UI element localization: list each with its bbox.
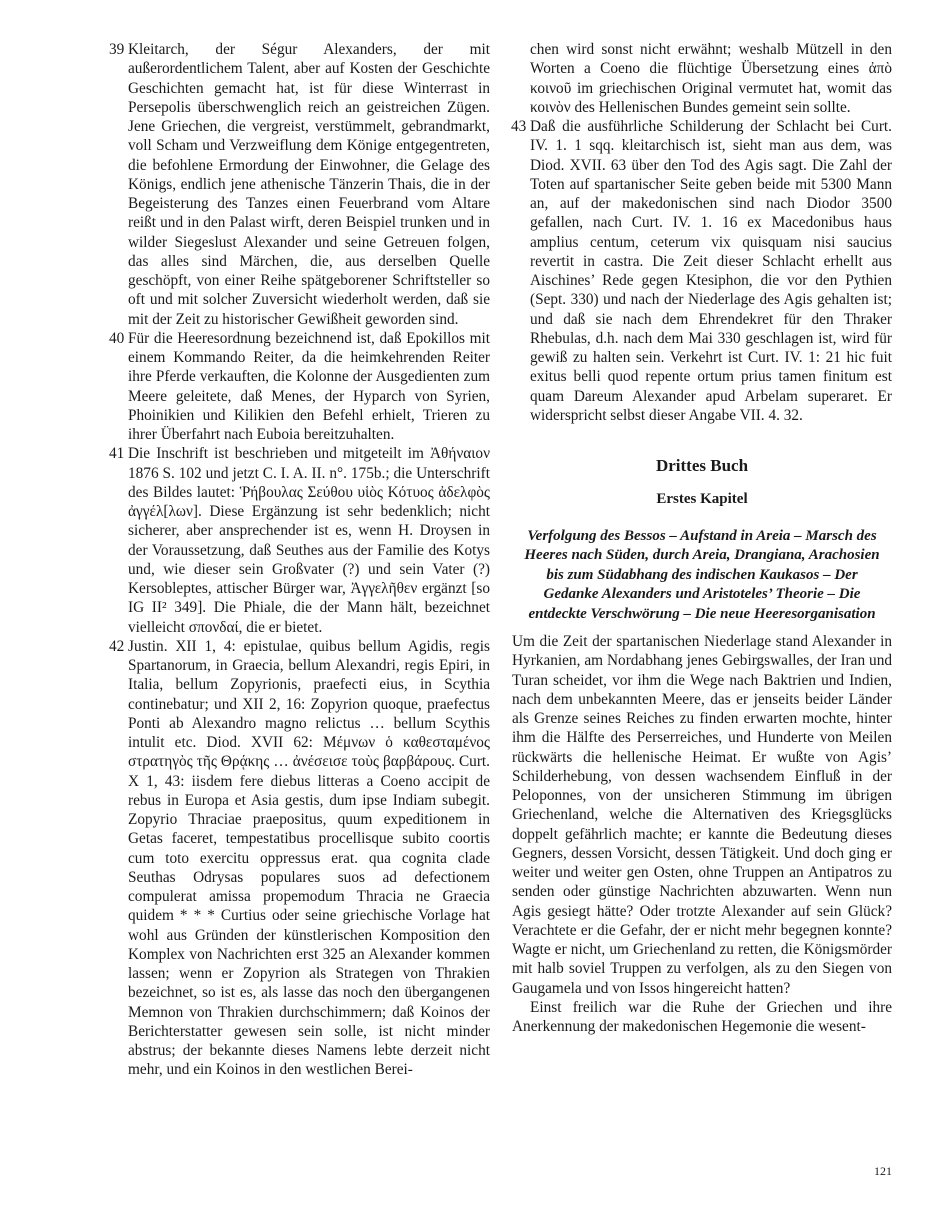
endnote-text: Für die Heeresordnung bezeichnend ist, daß Epokillos mit einem Kommando Reiter, da die heimkehrenden Reiter ihre Pferde verkauften, die Kolonne der Ausgedienten zum Meere geleitete, daß Menes, der Hyparch von Syrien, Phoinikien und Kilikien den Befehl erhielt, Trieren zu ihrer Überfahrt nach Euboia bereitzuhalten. [128, 329, 490, 443]
endnote-43 [512, 117, 892, 425]
right-column [512, 40, 892, 1036]
endnote-number: 39 [109, 41, 125, 58]
endnote-text: Daß die ausführliche Schilderung der Schlacht bei Curt. IV. 1. 1 sqq. kleitarchisch ist, sieht man aus dem, was Diod. XVII. 63 über den Tod des Agis sagt. Die Zahl der Toten auf spartanischer Seite geben beide mit 5300 Mann an, auf der makedonischen sind nach Diodor 3500 gefallen, nach Curt. IV. 1. 16 ex Macedonibus haus amplius centum, ceterum vix quisquam nisi saucius revertit in castra. Die Zeit dieser Schlacht erhellt aus Aischines’ Rede gegen Ktesiphon, die vor den Pythien (Sept. 330) und nach der Niederlage des Agis gehalten ist; und daß sie nach dem Ehrendekret für den Thraker Rhebulas, d.h. nach dem Mai 330 geschlagen ist, wird für gewiß zu halten sein. Verkehrt ist Curt. IV. 1: 21 hic fuit exitus belli quod repente ortum prius tamen finitum est quam Dareum Alexander apud Arbelam superaret. Er widerspricht selbst dieser Angabe VII. 4. 32. [530, 118, 892, 424]
endnote-number: 41 [109, 445, 125, 463]
endnote-text: chen wird sonst nicht erwähnt; weshalb Mützell in den Worten a Coeno die flüchtige Übersetzung eines ἀπὸ κοινοῦ im griechischen Original vermutet hat, womit das κοινὸν des Hellenischen Bundes gemeint sein sollte. [530, 41, 892, 116]
endnote-41 [110, 444, 490, 637]
endnote-42-continuation [512, 40, 892, 117]
endnote-number: 43 [511, 118, 527, 135]
body-paragraph: Um die Zeit der spartanischen Niederlage stand Alexander in Hyrkanien, am Nordabhang jenes Gebirgswalles, der Iran und Turan scheidet, vor ihm die Wege nach Baktrien und Indien, nach dem unbekannten Meere, das er jenseits beider Länder als Grenze seines Reiches zu finden erwarten mochte, hinter ihm die Hälfte des Perserreiches, und Hunderte von Meilen rückwärts die hellenische Heimat. Er wußte von Agis’ Schilderhebung, von dessen wachsendem Einfluß in der Peloponnes, von der unsicheren Stimmung im übrigen Griechenland, welche die Alternativen des Kriegsglücks doppelt gefährlich machte; er kannte die Bedeutung dieses Gegners, dessen Vorsicht, dessen Tätigkeit. Und doch ging er weiter und weiter gen Osten, ohne Truppen an Antipatros zu senden oder günstige Nachrichten abzuwarten. Wenn nun Agis gesiegt hätte? Oder trotzte Alexander auf sein Glück? Verachtete er die Gefahr, der er nicht mehr begegnen konnte? Wagte er nicht, um Griechenland zu retten, die Königsmörder mit halb soviel Truppen zu verfolgen, als zu den Siegen von Gaugamela und von Issos hingereicht hatten? [512, 633, 892, 997]
endnote-text: Kleitarch, der Ségur Alexanders, der mit außerordentlichem Talent, aber auf Kosten der Geschichte Geschichten gemacht hat, ist für diese Winterrast in Persepolis überschwenglich reich an geistreichen Zügen. Jene Griechen, die vergreist, verstümmelt, gebrandmarkt, voll Scham und Verzweiflung dem Könige entgegentreten, die befohlene Ermordung der Einwohner, die Gelage des Königs, endlich jene athenische Tänzerin Thais, die in der Begeisterung des Tanzes einen Feuerbrand vom Altare reißt und in den Palast wirft, deren Beispiel trunken und in wilder Siegeslust Alexander und seine Getreuen folgen, das alles sind Märchen, die, aus derselben Quelle geschöpft, von einer Reihe spätgeborener Schriftsteller so oft und mit solcher Zuversicht wiederholt werden, daß sie mit der Zeit zu historischer Gewißheit geworden sind. [128, 41, 490, 328]
book-title: Drittes Buch [655, 456, 749, 475]
endnote-42 [110, 637, 490, 1080]
endnote-40 [110, 329, 490, 445]
chapter-summary: Verfolgung des Bessos – Aufstand in Areia – Marsch des Heeres nach Süden, durch Areia, Drangiana, Arachosien bis zum Südabhang des indischen Kaukasos – Der Gedanke Alexanders und Aristoteles’ Theorie – Die entdeckte Verschwörung – Die neue Heeresorganisation [524, 528, 880, 622]
page-number: 121 [874, 1164, 892, 1178]
endnote-39 [110, 40, 490, 329]
body-paragraph: Einst freilich war die Ruhe der Griechen und ihre Anerkennung der makedonischen Hegemonie die wesent- [512, 998, 892, 1036]
endnote-text: Die Inschrift ist beschrieben und mitgeteilt im Ἀθήναιον 1876 S. 102 und jetzt C. I. A. II. n°. 175b.; die Unterschrift des Bildes lautet: Ῥήβουλας Σεύθου υἱὸς Κότυος ἀδελφὸς ἀγγέλ[λων]. Diese Ergänzung ist sehr bedenklich; nicht sicherer, aber ansprechender ist es, wenn H. Droysen in der Voraussetzung, daß Seuthes aus der Familie des Kotys und, wie dieser sein Großvater (?) und sein Vater (?) Kersobleptes, attischer Bürger war, Ἀγγελῆθεν ergänzt [so IG II² 349]. Die Phiale, die der Mann hält, bezeichnet vielleicht σπονδαί, die er bietet. [128, 445, 490, 636]
endnote-number: 42 [109, 637, 125, 655]
chapter-title: Erstes Kapitel [656, 491, 748, 507]
left-column [110, 40, 490, 1080]
endnote-text: Justin. XII 1, 4: epistulae, quibus bellum Agidis, regis Spartanorum, in Graecia, bellum Alexandri, regis Epiri, in Italia, bellum Zopyrionis, praefecti eius, in Scythia continebatur; und XII 2, 16: Zopyrion quoque, praefectus Ponti ab Alexandro magno relictus … bellum Scythis intulit etc. Diod. XVII 62: Μέμνων ὁ καθεσταμένος στρατηγὸς τῆς Θρᾴκης … ἀνέσεισε τοὺς βαρβάρους. Curt. X 1, 43: iisdem fere diebus litteras a Coeno accipit de rebus in Europa et Asia gestis, dum ipse Indiam subegit. Zopyrio Thraciae praepositus, quum expeditionem in Getas faceret, tempestatibus procellisque subito coortis cum toto exercitu oppressus erat. qua cognita clade Seuthas Odrysas populares suos ad defectionem compulerat amissa propemodum Thracia ne Graecia quidem * * * Curtius oder seine griechische Vorlage hat wohl aus Gründen der künstlerischen Komposition den Komplex von Nachrichten erst 325 an Alexander kommen lassen; wenn er Zopyrion als Strategen von Thrakien bezeichnet, so ist es, als lasse das noch den übergangenen Memnon von Thrakien durchschimmern; daß Koinos der Berichterstatter gewesen sein solle, ist nicht minder abstrus; der bekannte dieses Namens lebte derzeit nicht mehr, und ein Koinos in den westlichen Berei- [128, 637, 490, 1079]
endnote-number: 40 [109, 329, 125, 347]
